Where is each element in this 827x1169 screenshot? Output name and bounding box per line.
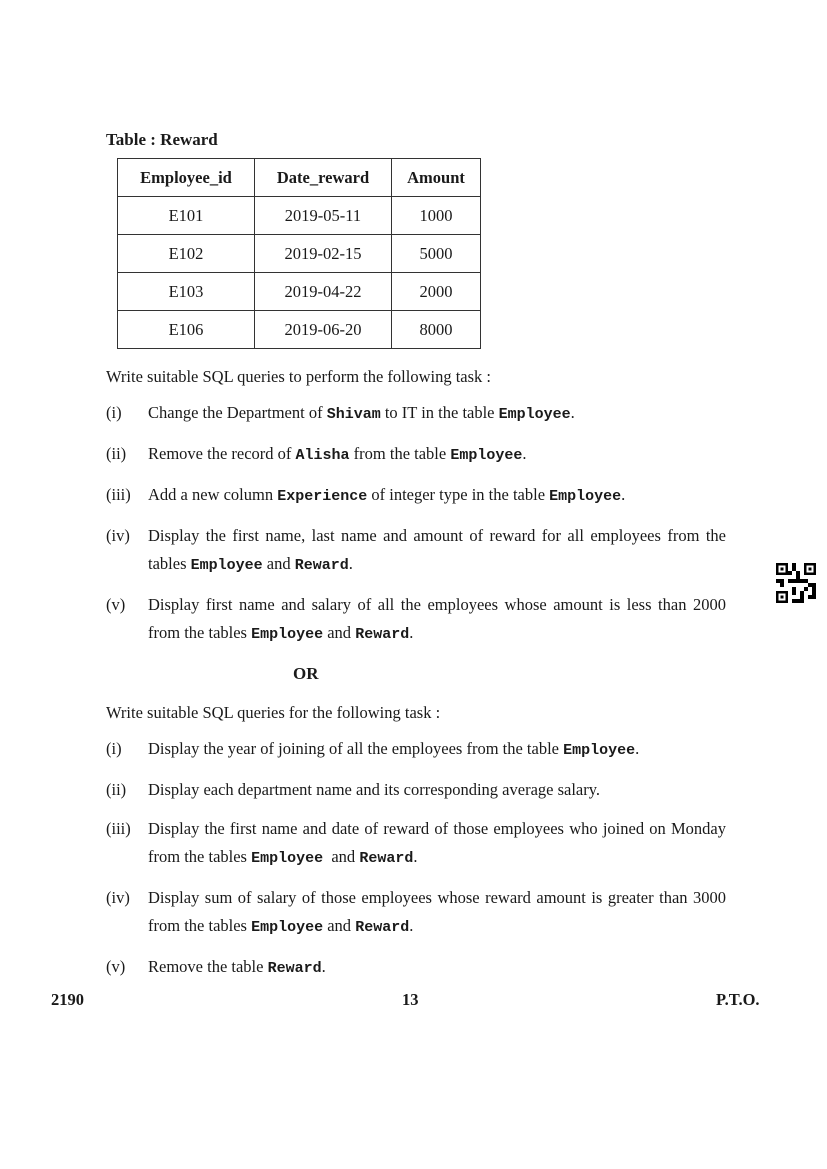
table-cell: 8000 [392,311,481,349]
text-segment: Display the first name and date of reward of those employees who joined on Monday from the tables [148,819,731,866]
text-segment: . [409,916,414,935]
sql-identifier: Reward [267,960,322,977]
question-item [106,591,731,649]
sql-identifier: Employee [450,447,523,464]
column-header: Employee_id [118,159,255,197]
question-number: (v) [106,595,126,614]
text-segment: . [321,957,326,976]
text-segment: Display the first name, last name and amount of reward for all employees from the tables [148,526,731,573]
question-text [148,776,726,804]
text-segment: . [621,485,626,504]
page-number: 13 [402,990,419,1009]
text-segment: . [635,739,640,758]
question-number: (ii) [106,444,127,463]
table-cell: 2019-05-11 [255,197,392,235]
text-segment: Remove the record of [148,444,296,463]
text-segment: and [323,623,356,642]
question-item [106,735,726,765]
text-segment: Display the year of joining of all the employees from the table [148,739,564,758]
question-text [148,815,731,873]
sql-identifier: Experience [277,488,368,505]
column-header: Date_reward [255,159,392,197]
sql-identifier: Employee [549,488,622,505]
text-segment: of integer type in the table [367,485,550,504]
text-segment: Change the Department of [148,403,327,422]
table-cell: 2019-02-15 [255,235,392,273]
text-segment: Display first name and salary of all the employees whose amount is less than 2000 from the tables [148,595,731,642]
table-row [118,235,481,273]
question-text [148,953,726,983]
text-segment: . [570,403,575,422]
question-text [148,735,726,765]
table-row [118,197,481,235]
question-item [106,815,731,873]
paper-code: 2190 [51,990,84,1009]
question-number: (iii) [106,819,131,838]
table-cell: E101 [118,197,255,235]
text-segment: and [262,554,295,573]
sql-identifier: Employee [251,850,324,867]
sql-identifier: Reward [355,626,410,643]
table-header-row [118,159,481,197]
sql-identifier: Alisha [295,447,350,464]
sql-identifier: Employee [251,626,324,643]
question-text [148,884,731,942]
question-number: (iv) [106,526,130,545]
pto-label: P.T.O. [716,990,760,1009]
table-title: Table : Reward [106,130,218,149]
question-text [148,591,731,649]
question-text [148,481,726,511]
text-segment: . [409,623,414,642]
sql-identifier: Employee [563,742,636,759]
sql-identifier: Reward [359,850,414,867]
table-cell: 2019-06-20 [255,311,392,349]
question-item [106,953,726,983]
text-segment: . [348,554,353,573]
column-header: Amount [392,159,481,197]
sql-identifier: Employee [251,919,324,936]
sql-identifier: Shivam [326,406,381,423]
reward-table [117,158,481,349]
sql-identifier: Reward [294,557,349,574]
question-item [106,522,731,580]
text-segment: . [522,444,527,463]
sql-identifier: Employee [190,557,263,574]
sql-identifier: Employee [498,406,571,423]
section2-questions [106,735,731,983]
text-segment: and [323,847,360,866]
qr-code-icon [776,563,816,603]
text-segment: Add a new column [148,485,278,504]
question-item [106,776,726,804]
table-cell: E106 [118,311,255,349]
question-number: (i) [106,403,122,422]
sql-identifier: Reward [355,919,410,936]
text-segment: and [323,916,356,935]
question-item [106,440,726,470]
text-segment: Remove the table [148,957,268,976]
table-cell: E103 [118,273,255,311]
text-segment: . [413,847,418,866]
page-footer [51,989,767,1011]
question-number: (i) [106,739,122,758]
table-cell: 2000 [392,273,481,311]
question-item [106,399,726,429]
table-row [118,273,481,311]
section2-lead: Write suitable SQL queries for the following task : [106,703,441,722]
table-row [118,311,481,349]
question-number: (ii) [106,780,127,799]
or-separator: OR [293,664,319,683]
table-cell: E102 [118,235,255,273]
question-number: (iii) [106,485,131,504]
question-number: (v) [106,957,126,976]
text-segment: Display each department name and its corresponding average salary. [148,780,601,799]
question-text [148,440,726,470]
section1-questions [106,399,731,649]
question-text [148,399,726,429]
table-cell: 5000 [392,235,481,273]
question-text [148,522,731,580]
text-segment: to IT in the table [380,403,499,422]
section1-lead: Write suitable SQL queries to perform the following task : [106,367,492,386]
text-segment: from the table [349,444,451,463]
text-segment: Display sum of salary of those employees whose reward amount is greater than 3000 from the tables [148,888,731,935]
table-cell: 1000 [392,197,481,235]
question-number: (iv) [106,888,130,907]
table-cell: 2019-04-22 [255,273,392,311]
question-item [106,884,731,942]
question-item [106,481,726,511]
questions-body [51,366,760,1011]
